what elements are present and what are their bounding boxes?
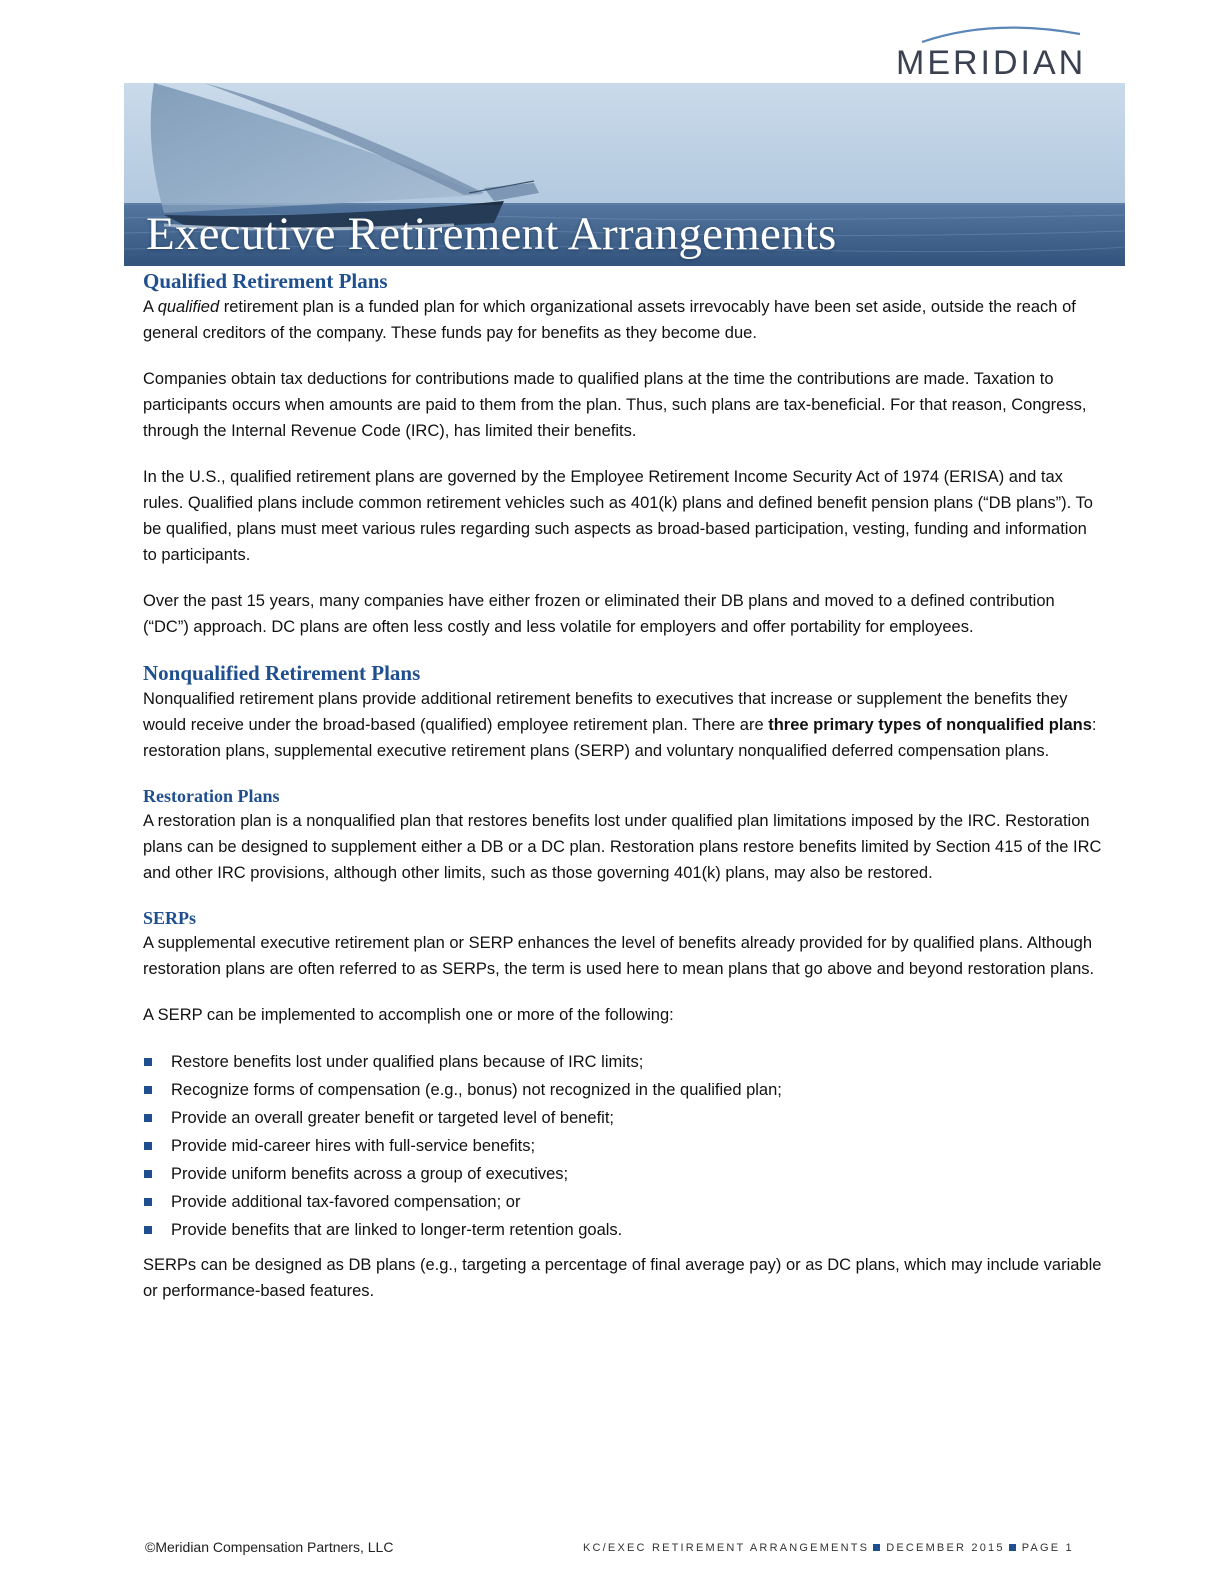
square-bullet-icon — [144, 1142, 152, 1150]
footer-copyright: ©Meridian Compensation Partners, LLC — [145, 1539, 394, 1555]
list-item: Provide additional tax-favored compensation; or — [143, 1188, 1103, 1216]
logo-name: MERIDIAN — [896, 44, 1087, 82]
nonqualified-paragraph-1: Nonqualified retirement plans provide additional retirement benefits to executives that increase or supplement the benefits they would receive under the broad-based (qualified) employee retirement plan. There are three primary types of nonqualified plans: restoration plans, supplemental executive retirement plans (SERP) and voluntary nonqualified deferred compensation plans. — [143, 690, 1097, 760]
list-item: Restore benefits lost under qualified plans because of IRC limits; — [143, 1048, 1103, 1076]
qualified-paragraph-3: In the U.S., qualified retirement plans are governed by the Employee Retirement Income Security Act of 1974 (ERISA) and tax rules. Qualified plans include common retirement vehicles such as 401(k) plans and defined benefit pension plans (“DB plans”). To be qualified, plans must meet various rules regarding such aspects as broad-based participation, vesting, funding and information to participants. — [143, 468, 1093, 564]
square-bullet-icon — [144, 1226, 152, 1234]
square-bullet-icon — [144, 1058, 152, 1066]
serps-paragraph-2: A SERP can be implemented to accomplish one or more of the following: — [143, 1006, 674, 1024]
list-item: Provide mid-career hires with full-service benefits; — [143, 1132, 1103, 1160]
square-bullet-icon — [144, 1170, 152, 1178]
square-bullet-icon — [144, 1198, 152, 1206]
serps-paragraph-3: SERPs can be designed as DB plans (e.g., targeting a percentage of final average pay) or as DC plans, which may include variable or performance-based features. — [143, 1256, 1102, 1300]
qualified-paragraph-1: A qualified retirement plan is a funded plan for which organizational assets irrevocably have been set aside, outside the reach of general creditors of the company. These funds pay for benefits as they become due. — [143, 298, 1076, 342]
square-separator-icon — [873, 1544, 880, 1551]
square-bullet-icon — [144, 1114, 152, 1122]
footer-page: PAGE 1 — [1021, 1542, 1074, 1554]
section-heading-qualified: Qualified Retirement Plans — [143, 269, 388, 293]
section-heading-nonqualified: Nonqualified Retirement Plans — [143, 661, 421, 685]
serp-goals-list — [143, 1048, 1103, 1244]
square-separator-icon — [1009, 1544, 1016, 1551]
page-title: Executive Retirement Arrangements — [146, 208, 837, 260]
footer-meta — [583, 1542, 1074, 1554]
restoration-paragraph-1: A restoration plan is a nonqualified plan that restores benefits lost under qualified plan limitations imposed by the IRC. Restoration plans can be designed to supplement either a DB or a DC plan. Restoration plans restore benefits limited by Section 415 of the IRC and other IRC provisions, although other limits, such as those governing 401(k) plans, may also be restored. — [143, 812, 1102, 882]
header-banner — [124, 83, 1125, 266]
document-body — [143, 268, 1103, 1304]
square-bullet-icon — [144, 1086, 152, 1094]
section-heading-restoration: Restoration Plans — [143, 786, 280, 806]
qualified-paragraph-2: Companies obtain tax deductions for contributions made to qualified plans at the time the contributions are made. Taxation to participants occurs when amounts are paid to them from the plan. Thus, such plans are tax-beneficial. For that reason, Congress, through the Internal Revenue Code (IRC), has limited their benefits. — [143, 370, 1087, 440]
footer-doc-code: KC/EXEC RETIREMENT ARRANGEMENTS — [583, 1542, 870, 1554]
list-item: Provide an overall greater benefit or targeted level of benefit; — [143, 1104, 1103, 1132]
list-item: Recognize forms of compensation (e.g., bonus) not recognized in the qualified plan; — [143, 1076, 1103, 1104]
qualified-paragraph-4: Over the past 15 years, many companies have either frozen or eliminated their DB plans and moved to a defined contribution (“DC”) approach. DC plans are often less costly and less volatile for employers and offer portability for employees. — [143, 592, 1055, 636]
section-heading-serps: SERPs — [143, 908, 197, 928]
footer-date: DECEMBER 2015 — [886, 1542, 1005, 1554]
list-item: Provide uniform benefits across a group of executives; — [143, 1160, 1103, 1188]
serps-paragraph-1: A supplemental executive retirement plan or SERP enhances the level of benefits already provided for by qualified plans. Although restoration plans are often referred to as SERPs, the term is used here to mean plans that go above and beyond restoration plans. — [143, 934, 1095, 978]
list-item: Provide benefits that are linked to longer-term retention goals. — [143, 1216, 1103, 1244]
meridian-logo — [862, 20, 1092, 80]
